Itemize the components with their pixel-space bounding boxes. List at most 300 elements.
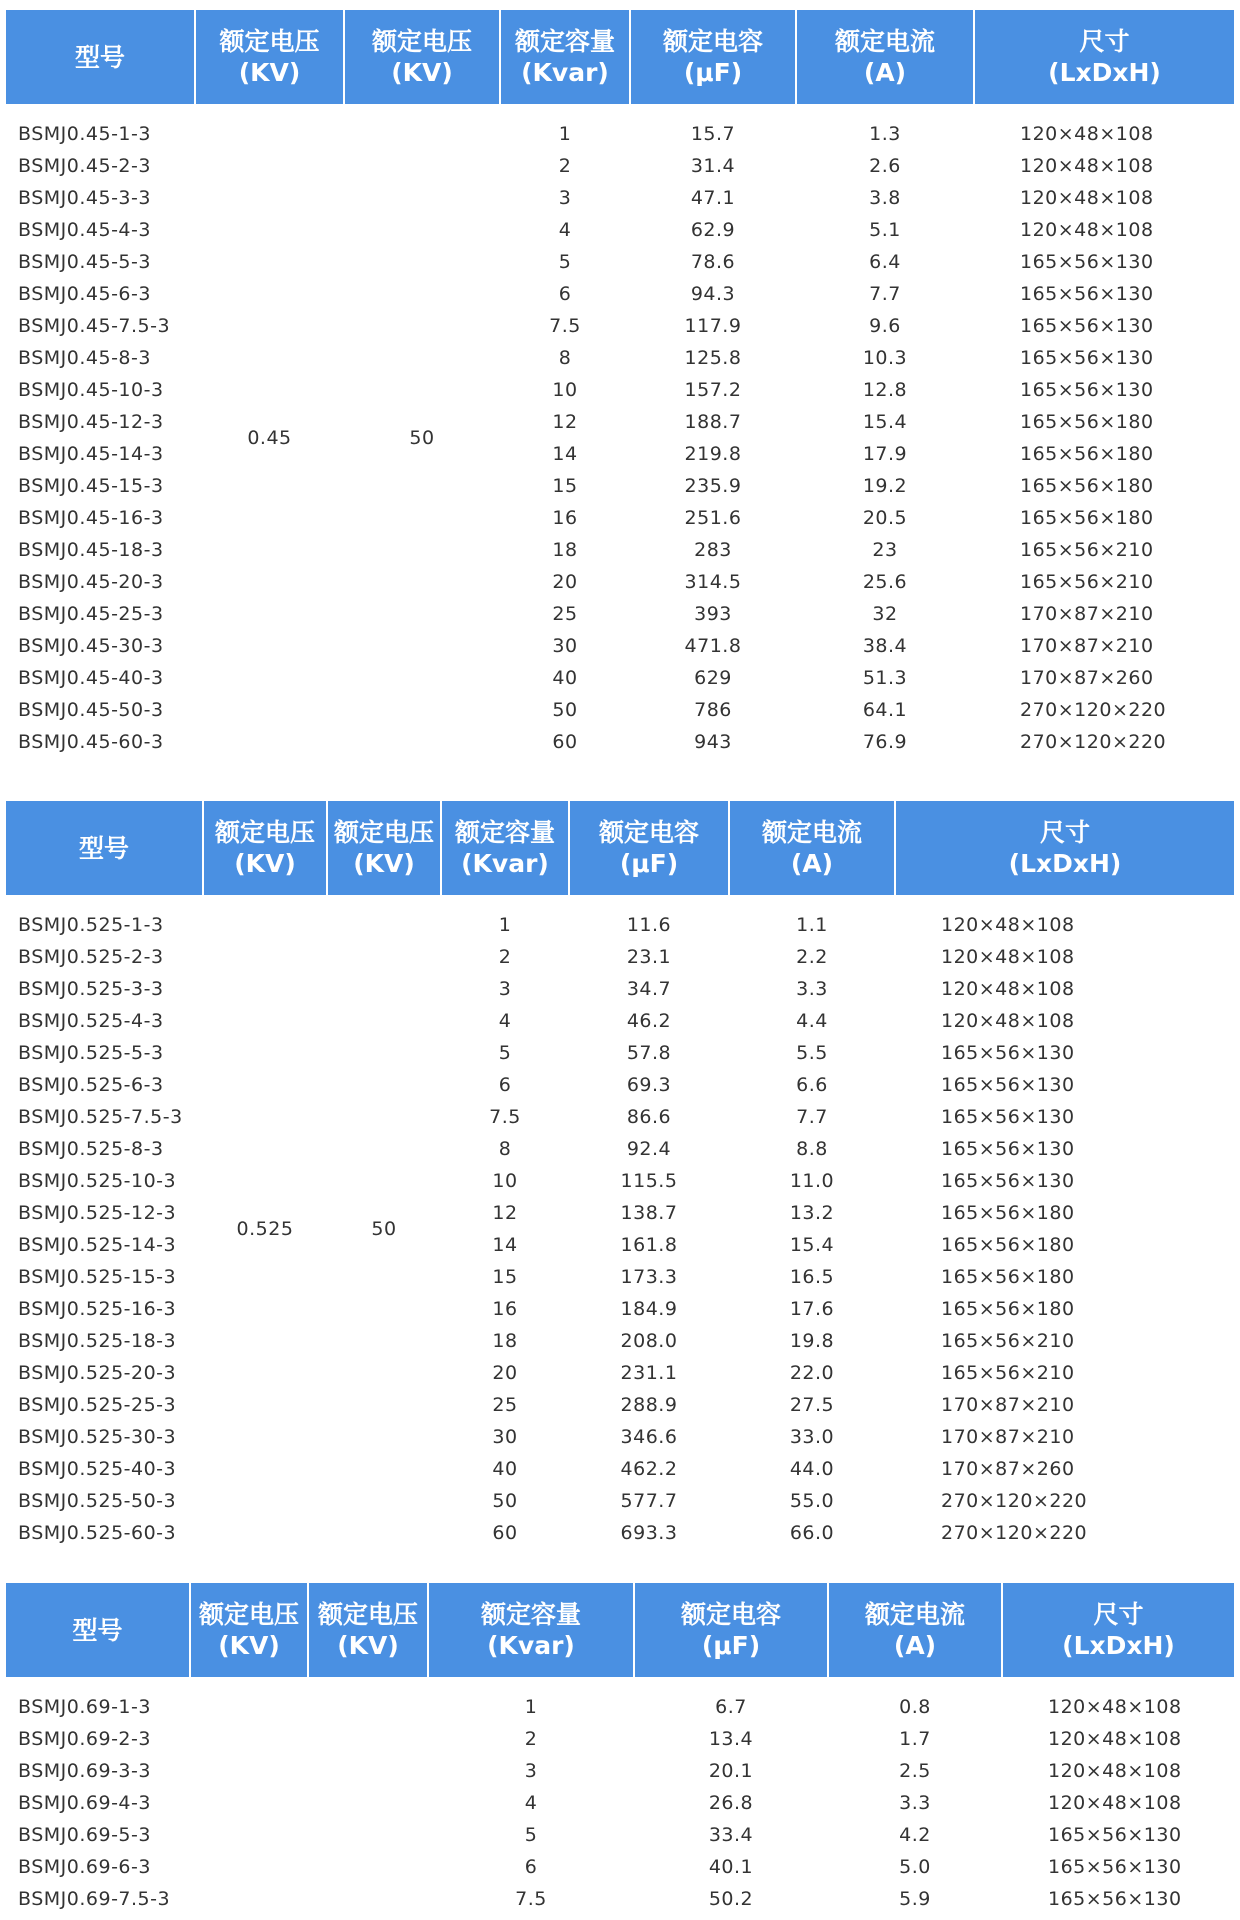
model-cell: BSMJ0.69-4-3 xyxy=(18,1792,151,1814)
model-cell: BSMJ0.525-5-3 xyxy=(18,1042,164,1064)
capacity-cell: 15 xyxy=(492,1266,518,1288)
capacitance-cell: 20.1 xyxy=(708,1760,754,1782)
current-cell: 4.4 xyxy=(796,1010,828,1032)
capacitance-cell: 173.3 xyxy=(620,1266,678,1288)
capacity-cell: 10 xyxy=(552,379,578,401)
table-row xyxy=(6,1453,1234,1485)
size-cell: 165×56×180 xyxy=(941,1266,1075,1288)
capacity-cell: 25 xyxy=(492,1394,518,1416)
capacitance-cell: 26.8 xyxy=(708,1792,754,1814)
capacity-cell: 8 xyxy=(558,347,572,369)
header-current: 额定电流 (A) xyxy=(796,10,974,104)
header-current: 额定电流 (A) xyxy=(828,1583,1002,1677)
current-cell: 27.5 xyxy=(789,1394,835,1416)
table-row xyxy=(6,118,1234,150)
capacity-cell: 18 xyxy=(492,1330,518,1352)
model-cell: BSMJ0.525-50-3 xyxy=(18,1490,177,1512)
model-cell: BSMJ0.525-8-3 xyxy=(18,1138,164,1160)
header-model: 型号 xyxy=(6,1583,190,1677)
header-size: 尺寸 (LxDxH) xyxy=(974,10,1234,104)
size-cell: 120×48×108 xyxy=(1048,1792,1182,1814)
table-row xyxy=(6,1357,1234,1389)
model-cell: BSMJ0.45-4-3 xyxy=(18,219,151,241)
size-cell: 165×56×210 xyxy=(1020,539,1154,561)
size-cell: 165×56×130 xyxy=(1048,1888,1182,1910)
table-row xyxy=(6,1261,1234,1293)
current-cell: 3.8 xyxy=(869,187,901,209)
current-cell: 10.3 xyxy=(862,347,908,369)
capacitance-cell: 78.6 xyxy=(690,251,736,273)
current-cell: 5.0 xyxy=(899,1856,931,1878)
capacity-cell: 20 xyxy=(552,571,578,593)
capacity-cell: 1 xyxy=(524,1696,538,1718)
size-cell: 170×87×260 xyxy=(941,1458,1075,1480)
capacitance-cell: 184.9 xyxy=(620,1298,678,1320)
capacitance-cell: 188.7 xyxy=(684,411,742,433)
size-cell: 165×56×130 xyxy=(1020,251,1154,273)
capacity-cell: 1 xyxy=(558,123,572,145)
capacitance-cell: 23.1 xyxy=(626,946,672,968)
capacity-cell: 14 xyxy=(492,1234,518,1256)
size-cell: 120×48×108 xyxy=(1020,219,1154,241)
header-voltage-2: 额定电压 (KV) xyxy=(308,1583,428,1677)
model-cell: BSMJ0.45-12-3 xyxy=(18,411,164,433)
rated-value-cell xyxy=(308,1691,428,1915)
table-row xyxy=(6,941,1234,973)
model-cell: BSMJ0.45-7.5-3 xyxy=(18,315,171,337)
capacity-cell: 5 xyxy=(498,1042,512,1064)
capacitance-cell: 40.1 xyxy=(708,1856,754,1878)
rated-value-cell: 50 xyxy=(371,1218,397,1240)
current-cell: 2.5 xyxy=(899,1760,931,1782)
model-cell: BSMJ0.525-30-3 xyxy=(18,1426,177,1448)
table-body xyxy=(6,1691,1234,1915)
table-row xyxy=(6,1691,1234,1723)
size-cell: 120×48×108 xyxy=(941,978,1075,1000)
current-cell: 3.3 xyxy=(796,978,828,1000)
table-row xyxy=(6,630,1234,662)
table-row xyxy=(6,534,1234,566)
capacity-cell: 16 xyxy=(492,1298,518,1320)
capacitance-cell: 943 xyxy=(694,731,732,753)
table-row xyxy=(6,182,1234,214)
size-cell: 165×56×130 xyxy=(941,1138,1075,1160)
table-row xyxy=(6,598,1234,630)
capacity-cell: 20 xyxy=(492,1362,518,1384)
size-cell: 120×48×108 xyxy=(1048,1728,1182,1750)
size-cell: 165×56×130 xyxy=(1020,315,1154,337)
capacitance-cell: 231.1 xyxy=(620,1362,678,1384)
spec-table-045 xyxy=(6,10,1234,766)
table-row xyxy=(6,1293,1234,1325)
size-cell: 120×48×108 xyxy=(1020,123,1154,145)
header-voltage: 额定电压 (KV) xyxy=(203,801,327,895)
current-cell: 20.5 xyxy=(862,507,908,529)
table-row xyxy=(6,150,1234,182)
capacitance-cell: 86.6 xyxy=(626,1106,672,1128)
current-cell: 22.0 xyxy=(789,1362,835,1384)
header-voltage-2: 额定电压 (KV) xyxy=(344,10,500,104)
capacitance-cell: 786 xyxy=(694,699,732,721)
model-cell: BSMJ0.525-3-3 xyxy=(18,978,164,1000)
capacitance-cell: 47.1 xyxy=(690,187,736,209)
table-row xyxy=(6,1485,1234,1517)
table-row xyxy=(6,909,1234,941)
spec-table-069 xyxy=(6,1583,1234,1915)
size-cell: 165×56×210 xyxy=(1020,571,1154,593)
capacity-cell: 6 xyxy=(498,1074,512,1096)
capacity-cell: 12 xyxy=(552,411,578,433)
capacitance-cell: 50.2 xyxy=(708,1888,754,1910)
capacitance-cell: 13.4 xyxy=(708,1728,754,1750)
header-capacity: 额定容量 (Kvar) xyxy=(428,1583,634,1677)
header-capacity: 额定容量 (Kvar) xyxy=(441,801,569,895)
size-cell: 165×56×180 xyxy=(941,1202,1075,1224)
model-cell: BSMJ0.525-25-3 xyxy=(18,1394,177,1416)
size-cell: 170×87×260 xyxy=(1020,667,1154,689)
model-cell: BSMJ0.69-2-3 xyxy=(18,1728,151,1750)
current-cell: 19.2 xyxy=(862,475,908,497)
capacitance-cell: 69.3 xyxy=(626,1074,672,1096)
current-cell: 9.6 xyxy=(869,315,901,337)
size-cell: 165×56×210 xyxy=(941,1330,1075,1352)
capacitance-cell: 629 xyxy=(694,667,732,689)
size-cell: 165×56×130 xyxy=(941,1042,1075,1064)
capacity-cell: 1 xyxy=(498,914,512,936)
model-cell: BSMJ0.525-1-3 xyxy=(18,914,164,936)
table-row xyxy=(6,342,1234,374)
model-cell: BSMJ0.69-6-3 xyxy=(18,1856,151,1878)
capacity-cell: 4 xyxy=(558,219,572,241)
capacitance-cell: 138.7 xyxy=(620,1202,678,1224)
header-voltage-2: 额定电压 (KV) xyxy=(327,801,441,895)
model-cell: BSMJ0.525-2-3 xyxy=(18,946,164,968)
table-row xyxy=(6,1197,1234,1229)
table-row xyxy=(6,470,1234,502)
table-row xyxy=(6,406,1234,438)
capacity-cell: 6 xyxy=(558,283,572,305)
model-cell: BSMJ0.45-15-3 xyxy=(18,475,164,497)
model-cell: BSMJ0.525-60-3 xyxy=(18,1522,177,1544)
capacitance-cell: 346.6 xyxy=(620,1426,678,1448)
header-model: 型号 xyxy=(6,10,195,104)
size-cell: 165×56×130 xyxy=(1048,1856,1182,1878)
capacity-cell: 16 xyxy=(552,507,578,529)
model-cell: BSMJ0.45-6-3 xyxy=(18,283,151,305)
size-cell: 120×48×108 xyxy=(1020,155,1154,177)
capacity-cell: 40 xyxy=(492,1458,518,1480)
current-cell: 32 xyxy=(872,603,898,625)
current-cell: 11.0 xyxy=(789,1170,835,1192)
header-capacitance: 额定电容 (μF) xyxy=(569,801,729,895)
table-row xyxy=(6,1101,1234,1133)
capacity-cell: 8 xyxy=(498,1138,512,1160)
table-row xyxy=(6,694,1234,726)
capacitance-cell: 251.6 xyxy=(684,507,742,529)
size-cell: 165×56×130 xyxy=(941,1170,1075,1192)
model-cell: BSMJ0.525-40-3 xyxy=(18,1458,177,1480)
model-cell: BSMJ0.525-20-3 xyxy=(18,1362,177,1384)
capacity-cell: 7.5 xyxy=(515,1888,547,1910)
size-cell: 165×56×130 xyxy=(941,1074,1075,1096)
size-cell: 165×56×180 xyxy=(1020,507,1154,529)
header-size: 尺寸 (LxDxH) xyxy=(895,801,1234,895)
current-cell: 5.9 xyxy=(899,1888,931,1910)
size-cell: 170×87×210 xyxy=(1020,635,1154,657)
table-row xyxy=(6,246,1234,278)
capacitance-cell: 314.5 xyxy=(684,571,742,593)
current-cell: 2.2 xyxy=(796,946,828,968)
current-cell: 1.1 xyxy=(796,914,828,936)
capacitance-cell: 46.2 xyxy=(626,1010,672,1032)
table-row xyxy=(6,502,1234,534)
spec-table-0525 xyxy=(6,801,1234,1557)
model-cell: BSMJ0.525-10-3 xyxy=(18,1170,177,1192)
table-row xyxy=(6,973,1234,1005)
capacitance-cell: 62.9 xyxy=(690,219,736,241)
size-cell: 170×87×210 xyxy=(941,1394,1075,1416)
current-cell: 5.5 xyxy=(796,1042,828,1064)
header-capacitance: 额定电容 (μF) xyxy=(634,1583,828,1677)
table-row xyxy=(6,566,1234,598)
capacitance-cell: 15.7 xyxy=(690,123,736,145)
model-cell: BSMJ0.525-15-3 xyxy=(18,1266,177,1288)
capacity-cell: 3 xyxy=(498,978,512,1000)
model-cell: BSMJ0.525-18-3 xyxy=(18,1330,177,1352)
capacity-cell: 5 xyxy=(558,251,572,273)
capacity-cell: 6 xyxy=(524,1856,538,1878)
table-row xyxy=(6,310,1234,342)
size-cell: 165×56×130 xyxy=(1048,1824,1182,1846)
capacitance-cell: 57.8 xyxy=(626,1042,672,1064)
header-size: 尺寸 (LxDxH) xyxy=(1002,1583,1234,1677)
model-cell: BSMJ0.525-12-3 xyxy=(18,1202,177,1224)
capacitance-cell: 208.0 xyxy=(620,1330,678,1352)
capacitance-cell: 31.4 xyxy=(690,155,736,177)
model-cell: BSMJ0.45-18-3 xyxy=(18,539,164,561)
size-cell: 120×48×108 xyxy=(1020,187,1154,209)
capacity-cell: 40 xyxy=(552,667,578,689)
capacity-cell: 2 xyxy=(524,1728,538,1750)
capacity-cell: 50 xyxy=(552,699,578,721)
model-cell: BSMJ0.45-5-3 xyxy=(18,251,151,273)
model-cell: BSMJ0.45-3-3 xyxy=(18,187,151,209)
capacity-cell: 60 xyxy=(492,1522,518,1544)
capacitance-cell: 283 xyxy=(694,539,732,561)
size-cell: 270×120×220 xyxy=(1020,699,1167,721)
table-row xyxy=(6,1133,1234,1165)
capacitance-cell: 161.8 xyxy=(620,1234,678,1256)
capacity-cell: 50 xyxy=(492,1490,518,1512)
current-cell: 17.6 xyxy=(789,1298,835,1320)
table-row xyxy=(6,1517,1234,1549)
size-cell: 165×56×130 xyxy=(941,1106,1075,1128)
table-row xyxy=(6,1165,1234,1197)
current-cell: 1.3 xyxy=(869,123,901,145)
current-cell: 19.8 xyxy=(789,1330,835,1352)
table-body xyxy=(6,909,1234,1549)
model-cell: BSMJ0.45-60-3 xyxy=(18,731,164,753)
model-cell: BSMJ0.525-16-3 xyxy=(18,1298,177,1320)
current-cell: 44.0 xyxy=(789,1458,835,1480)
header-voltage: 额定电压 (KV) xyxy=(190,1583,308,1677)
capacitance-cell: 115.5 xyxy=(620,1170,678,1192)
model-cell: BSMJ0.69-7.5-3 xyxy=(18,1888,171,1910)
size-cell: 120×48×108 xyxy=(1048,1760,1182,1782)
current-cell: 23 xyxy=(872,539,898,561)
current-cell: 7.7 xyxy=(869,283,901,305)
current-cell: 13.2 xyxy=(789,1202,835,1224)
capacitance-cell: 471.8 xyxy=(684,635,742,657)
current-cell: 66.0 xyxy=(789,1522,835,1544)
current-cell: 4.2 xyxy=(899,1824,931,1846)
model-cell: BSMJ0.45-2-3 xyxy=(18,155,151,177)
size-cell: 165×56×130 xyxy=(1020,379,1154,401)
header-voltage: 额定电压 (KV) xyxy=(195,10,344,104)
current-cell: 6.6 xyxy=(796,1074,828,1096)
current-cell: 64.1 xyxy=(862,699,908,721)
current-cell: 5.1 xyxy=(869,219,901,241)
header-model: 型号 xyxy=(6,801,203,895)
capacity-cell: 4 xyxy=(498,1010,512,1032)
capacitance-cell: 11.6 xyxy=(626,914,672,936)
size-cell: 120×48×108 xyxy=(941,914,1075,936)
capacity-cell: 2 xyxy=(558,155,572,177)
size-cell: 170×87×210 xyxy=(941,1426,1075,1448)
rated-voltage-cell: 0.45 xyxy=(247,427,292,449)
size-cell: 270×120×220 xyxy=(1020,731,1167,753)
size-cell: 270×120×220 xyxy=(941,1490,1088,1512)
header-current: 额定电流 (A) xyxy=(729,801,895,895)
capacitance-cell: 462.2 xyxy=(620,1458,678,1480)
current-cell: 38.4 xyxy=(862,635,908,657)
capacitance-cell: 235.9 xyxy=(684,475,742,497)
size-cell: 120×48×108 xyxy=(941,1010,1075,1032)
model-cell: BSMJ0.525-6-3 xyxy=(18,1074,164,1096)
current-cell: 33.0 xyxy=(789,1426,835,1448)
capacity-cell: 15 xyxy=(552,475,578,497)
model-cell: BSMJ0.525-14-3 xyxy=(18,1234,177,1256)
model-cell: BSMJ0.45-20-3 xyxy=(18,571,164,593)
capacity-cell: 3 xyxy=(524,1760,538,1782)
current-cell: 7.7 xyxy=(796,1106,828,1128)
size-cell: 165×56×180 xyxy=(941,1234,1075,1256)
capacity-cell: 2 xyxy=(498,946,512,968)
capacity-cell: 60 xyxy=(552,731,578,753)
capacity-cell: 30 xyxy=(492,1426,518,1448)
size-cell: 120×48×108 xyxy=(941,946,1075,968)
capacity-cell: 12 xyxy=(492,1202,518,1224)
table-row xyxy=(6,1069,1234,1101)
current-cell: 55.0 xyxy=(789,1490,835,1512)
rated-voltage-cell xyxy=(190,1691,308,1915)
rated-value-cell: 50 xyxy=(409,427,435,449)
size-cell: 165×56×180 xyxy=(1020,443,1154,465)
capacitance-cell: 117.9 xyxy=(684,315,742,337)
header-capacity: 额定容量 (Kvar) xyxy=(500,10,630,104)
table-row xyxy=(6,374,1234,406)
model-cell: BSMJ0.69-1-3 xyxy=(18,1696,151,1718)
table-row xyxy=(6,1421,1234,1453)
model-cell: BSMJ0.69-3-3 xyxy=(18,1760,151,1782)
size-cell: 165×56×180 xyxy=(941,1298,1075,1320)
current-cell: 1.7 xyxy=(899,1728,931,1750)
current-cell: 6.4 xyxy=(869,251,901,273)
header-capacitance: 额定电容 (μF) xyxy=(630,10,796,104)
capacitance-cell: 219.8 xyxy=(684,443,742,465)
capacitance-cell: 577.7 xyxy=(620,1490,678,1512)
model-cell: BSMJ0.45-30-3 xyxy=(18,635,164,657)
capacity-cell: 14 xyxy=(552,443,578,465)
table-row xyxy=(6,1325,1234,1357)
capacitance-cell: 33.4 xyxy=(708,1824,754,1846)
capacitance-cell: 288.9 xyxy=(620,1394,678,1416)
current-cell: 25.6 xyxy=(862,571,908,593)
model-cell: BSMJ0.69-5-3 xyxy=(18,1824,151,1846)
size-cell: 170×87×210 xyxy=(1020,603,1154,625)
model-cell: BSMJ0.45-8-3 xyxy=(18,347,151,369)
table-row xyxy=(6,662,1234,694)
table-row xyxy=(6,726,1234,758)
model-cell: BSMJ0.45-25-3 xyxy=(18,603,164,625)
table-row xyxy=(6,1229,1234,1261)
table-row xyxy=(6,1005,1234,1037)
current-cell: 0.8 xyxy=(899,1696,931,1718)
size-cell: 165×56×130 xyxy=(1020,283,1154,305)
model-cell: BSMJ0.45-10-3 xyxy=(18,379,164,401)
current-cell: 15.4 xyxy=(862,411,908,433)
model-cell: BSMJ0.525-4-3 xyxy=(18,1010,164,1032)
size-cell: 165×56×130 xyxy=(1020,347,1154,369)
table-row xyxy=(6,438,1234,470)
table-row xyxy=(6,1389,1234,1421)
current-cell: 2.6 xyxy=(869,155,901,177)
size-cell: 165×56×180 xyxy=(1020,411,1154,433)
current-cell: 16.5 xyxy=(789,1266,835,1288)
table-body xyxy=(6,118,1234,758)
capacitance-cell: 94.3 xyxy=(690,283,736,305)
size-cell: 165×56×180 xyxy=(1020,475,1154,497)
capacitance-cell: 393 xyxy=(694,603,732,625)
rated-voltage-cell: 0.525 xyxy=(236,1218,294,1240)
model-cell: BSMJ0.45-1-3 xyxy=(18,123,151,145)
capacitance-cell: 92.4 xyxy=(626,1138,672,1160)
table-row xyxy=(6,1037,1234,1069)
size-cell: 120×48×108 xyxy=(1048,1696,1182,1718)
capacity-cell: 7.5 xyxy=(549,315,581,337)
capacity-cell: 25 xyxy=(552,603,578,625)
model-cell: BSMJ0.45-50-3 xyxy=(18,699,164,721)
current-cell: 15.4 xyxy=(789,1234,835,1256)
capacitance-cell: 693.3 xyxy=(620,1522,678,1544)
table-row xyxy=(6,214,1234,246)
table-row xyxy=(6,278,1234,310)
capacity-cell: 4 xyxy=(524,1792,538,1814)
capacity-cell: 10 xyxy=(492,1170,518,1192)
capacity-cell: 5 xyxy=(524,1824,538,1846)
current-cell: 76.9 xyxy=(862,731,908,753)
current-cell: 8.8 xyxy=(796,1138,828,1160)
current-cell: 3.3 xyxy=(899,1792,931,1814)
model-cell: BSMJ0.525-7.5-3 xyxy=(18,1106,183,1128)
capacitance-cell: 34.7 xyxy=(626,978,672,1000)
model-cell: BSMJ0.45-14-3 xyxy=(18,443,164,465)
capacitance-cell: 6.7 xyxy=(715,1696,747,1718)
capacitance-cell: 125.8 xyxy=(684,347,742,369)
current-cell: 51.3 xyxy=(862,667,908,689)
size-cell: 165×56×210 xyxy=(941,1362,1075,1384)
capacitance-cell: 157.2 xyxy=(684,379,742,401)
